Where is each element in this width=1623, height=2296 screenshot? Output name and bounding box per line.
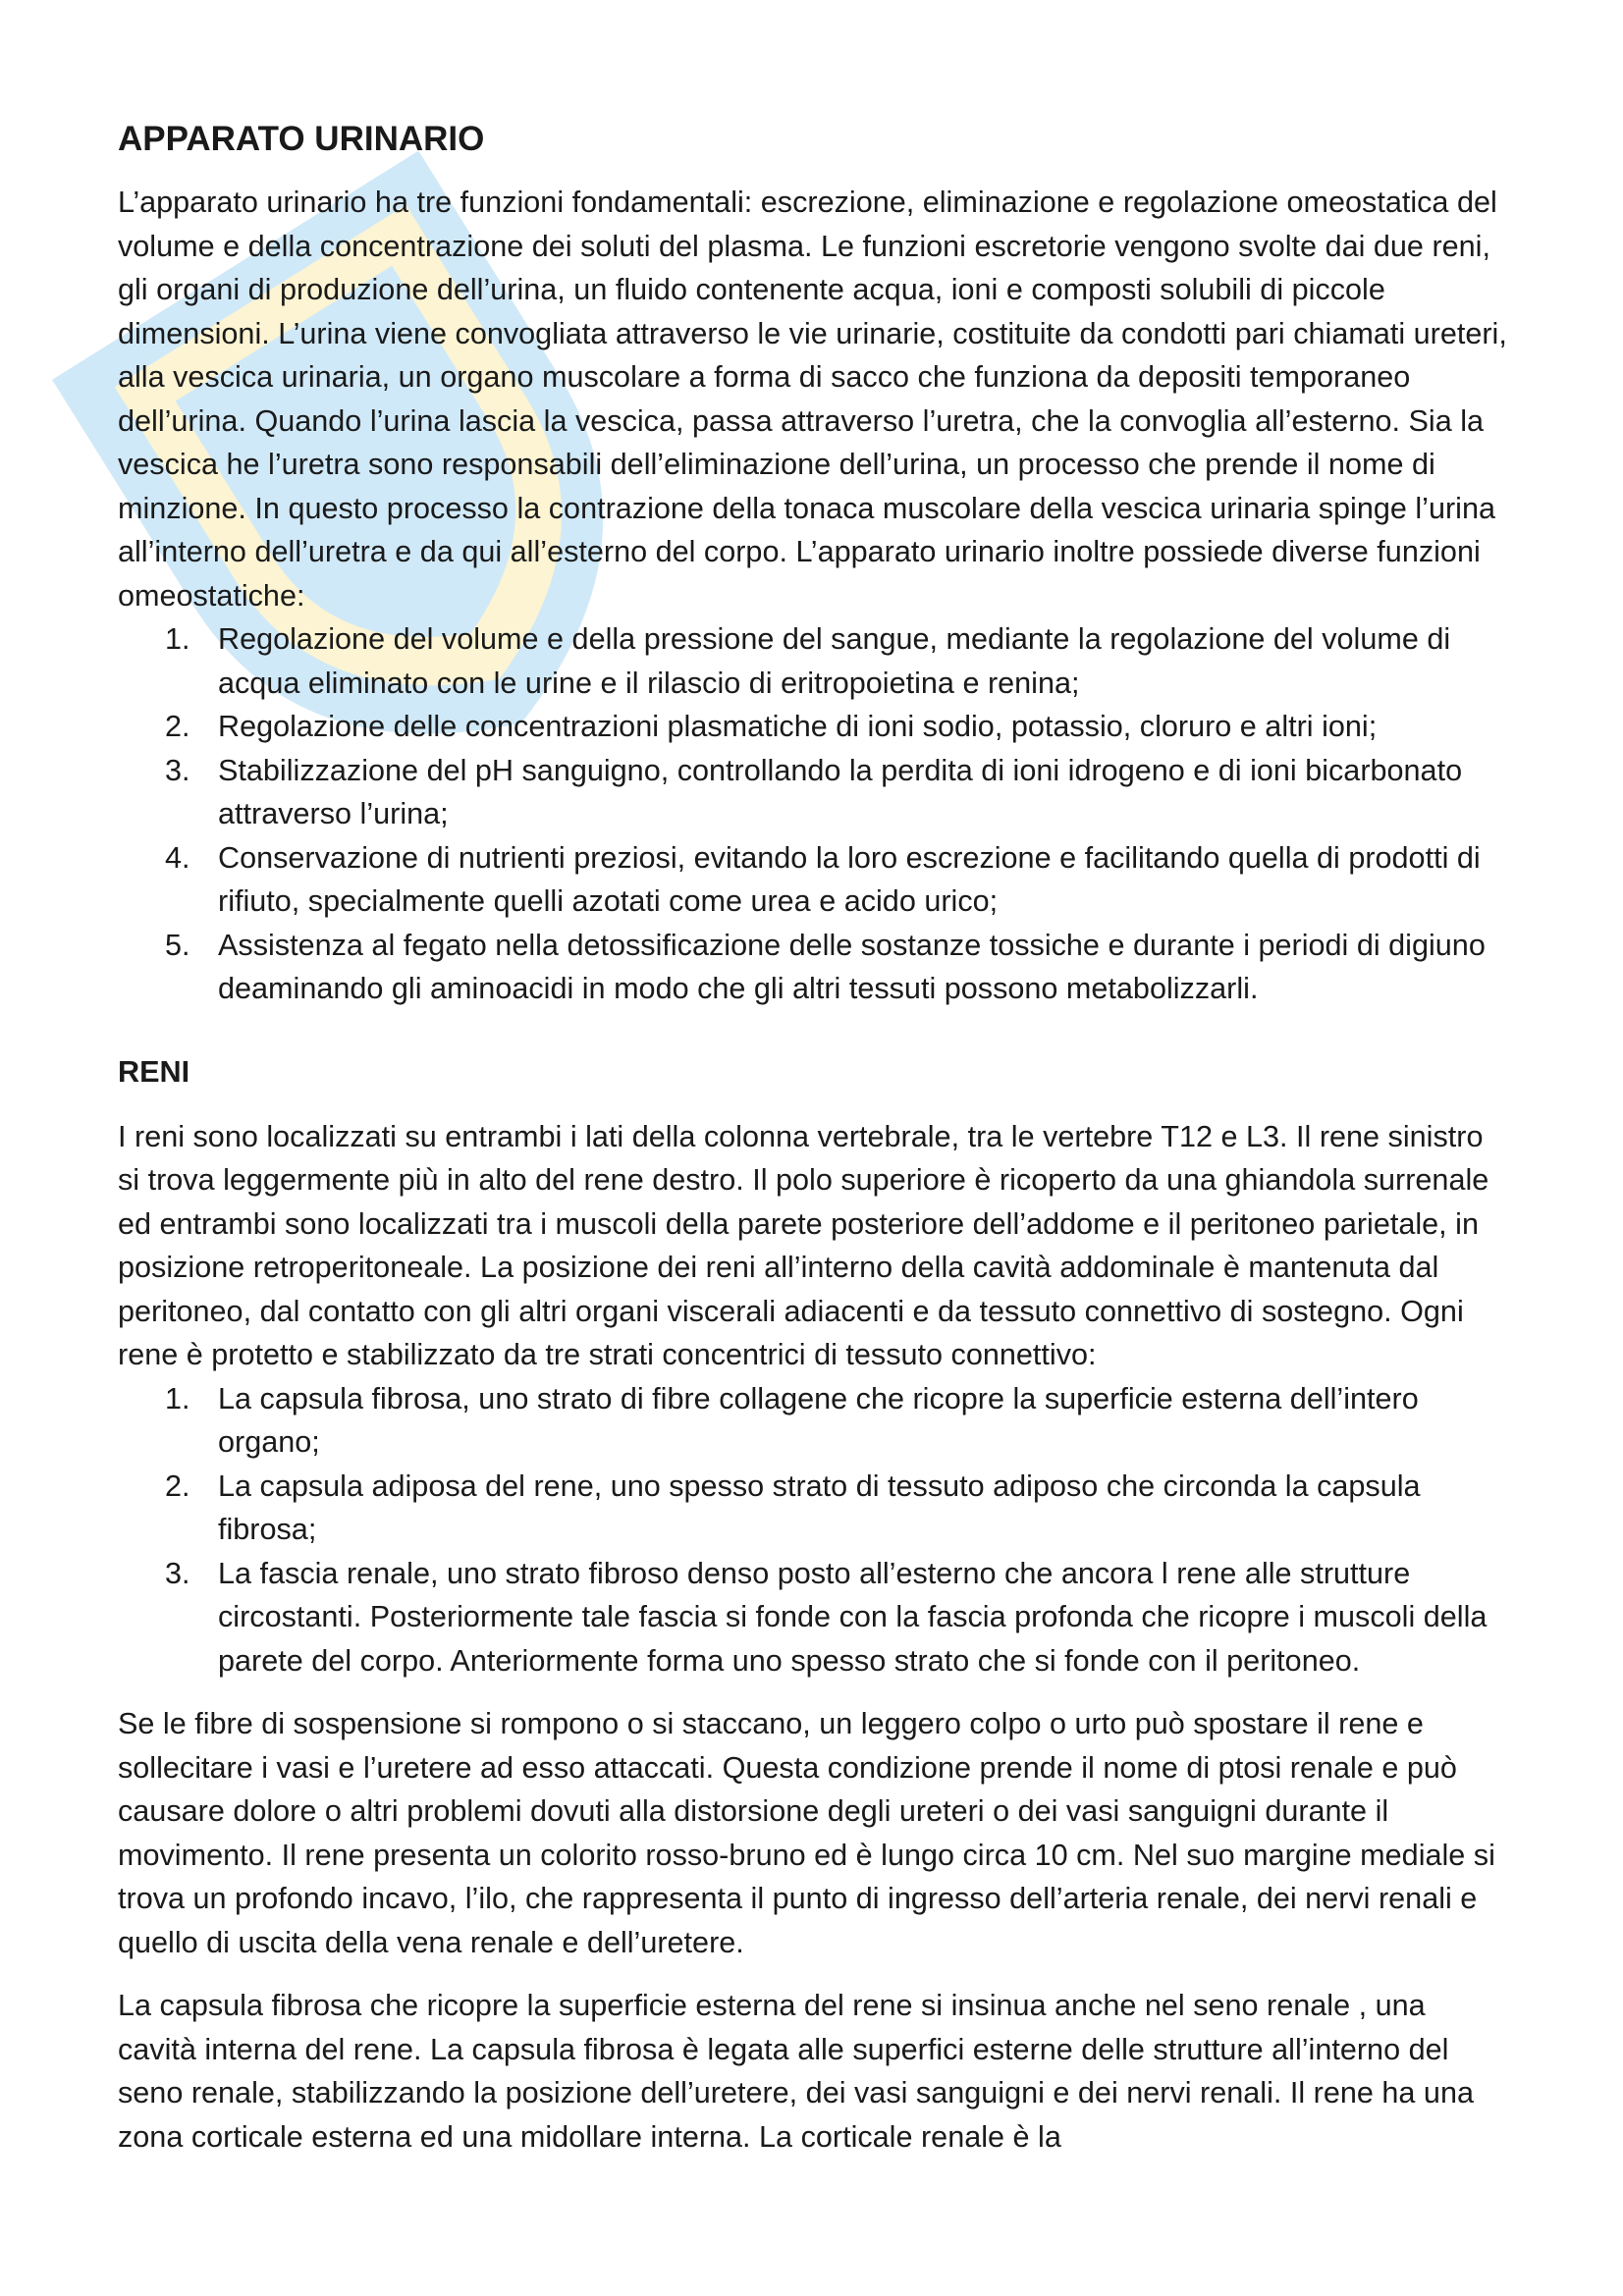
list-item	[118, 836, 1512, 924]
reni-intro-paragraph: I reni sono localizzati su entrambi i lati della colonna vertebrale, tra le vertebre T12 e L3. Il rene sinistro si trova leggermente più in alto del rene destro. Il polo superiore è ricoperto da una ghiandola surrenale ed entrambi sono localizzati tra i muscoli della parete posteriore dell’addome e il peritoneo parietale, in posizione retroperitoneale. La posizione dei reni all’interno della cavità addominale è mantenuta dal peritoneo, dal contatto con gli altri organi viscerali adiacenti e da tessuto connettivo di sostegno. Ogni rene è protetto e stabilizzato da tre strati concentrici di tessuto connettivo:	[118, 1119, 1489, 1371]
list-number: 1.	[165, 622, 190, 656]
list-text: Regolazione del volume e della pressione del sangue, mediante la regolazione del volume di acqua eliminato con le urine e il rilascio di eritropoietina e renina;	[218, 622, 1451, 700]
list-item	[118, 1552, 1512, 1683]
intro-paragraph: L’apparato urinario ha tre funzioni fondamentali: escrezione, eliminazione e regolazione omeostatica del volume e della concentrazione dei soluti del plasma. Le funzioni escretorie vengono svolte dai due reni, gli organi di produzione dell’urina, un fluido contenente acqua, ioni e composti solubili di piccole dimensioni. L’urina viene convogliata attraverso le vie urinarie, costituite da condotti pari chiamati ureteri, alla vescica urinaria, un organo muscolare a forma di sacco che funziona da depositi temporaneo dell’urina. Quando l’urina lascia la vescica, passa attraverso l’uretra, che la convoglia all’esterno. Sia la vescica he l’uretra sono responsabili dell’eliminazione dell’urina, un processo che prende il nome di minzione. In questo processo la contrazione della tonaca muscolare della vescica urinaria spinge l’urina all’interno dell’uretra e da qui all’esterno del corpo. L’apparato urinario inoltre possiede diverse funzioni omeostatiche:	[118, 186, 1507, 613]
list-text: La fascia renale, uno strato fibroso denso posto all’esterno che ancora l rene alle strutture circostanti. Posteriormente tale fascia si fonde con la fascia profonda che ricopre i muscoli della parete del corpo. Anteriormente forma uno spesso strato che si fonde con il peritoneo.	[218, 1556, 1488, 1678]
functions-list	[118, 617, 1512, 1011]
list-number: 3.	[165, 753, 190, 787]
section-heading-reni: RENI	[118, 1054, 190, 1089]
list-number: 2.	[165, 710, 190, 743]
page-title: APPARATO URINARIO	[118, 120, 485, 158]
list-item	[118, 617, 1512, 705]
capsula-paragraph: La capsula fibrosa che ricopre la superficie esterna del rene si insinua anche nel seno renale , una cavità interna del rene. La capsula fibrosa è legata alle superfici esterne delle strutture all’interno del seno renale, stabilizzando la posizione dell’uretere, dei vasi sanguigni e dei nervi renali. Il rene ha una zona corticale esterna ed una midollare interna. La corticale renale è la	[118, 1989, 1474, 2154]
list-item	[118, 924, 1512, 1011]
list-number: 2.	[165, 1468, 190, 1503]
list-number: 4.	[165, 840, 190, 875]
list-number: 1.	[165, 1381, 190, 1415]
ptosi-paragraph: Se le fibre di sospensione si rompono o si staccano, un leggero colpo o urto può spostare il rene e sollecitare i vasi e l’uretere ad esso attaccati. Questa condizione prende il nome di ptosi renale e può causare dolore o altri problemi dovuti alla distorsione degli ureteri o dei vasi sanguigni durante il movimento. Il rene presenta un colorito rosso-bruno ed è lungo circa 10 cm. Nel suo margine mediale si trova un profondo incavo, l’ilo, che rappresenta il punto di ingresso dell’arteria renale, dei nervi renali e quello di uscita della vena renale e dell’uretere.	[118, 1707, 1495, 1959]
list-item	[118, 1465, 1512, 1552]
layers-list	[118, 1377, 1512, 1683]
document-page	[118, 116, 1512, 2159]
list-text: Assistenza al fegato nella detossificazione delle sostanze tossiche e durante i periodi di digiuno deaminando gli aminoacidi in modo che gli altri tessuti possono metabolizzarli.	[218, 928, 1486, 1005]
list-text: La capsula adiposa del rene, uno spesso strato di tessuto adiposo che circonda la capsula fibrosa;	[218, 1468, 1421, 1546]
list-text: Stabilizzazione del pH sanguigno, controllando la perdita di ioni idrogeno e di ioni bicarbonato attraverso l’urina;	[218, 753, 1463, 830]
list-item	[118, 1377, 1512, 1465]
list-number: 5.	[165, 928, 190, 962]
list-item	[118, 749, 1512, 836]
list-text: Conservazione di nutrienti preziosi, evitando la loro escrezione e facilitando quella di prodotti di rifiuto, specialmente quelli azotati come urea e acido urico;	[218, 840, 1481, 918]
list-item	[118, 705, 1512, 749]
list-number: 3.	[165, 1556, 190, 1590]
list-text: Regolazione delle concentrazioni plasmatiche di ioni sodio, potassio, cloruro e altri ioni;	[218, 710, 1378, 743]
list-text: La capsula fibrosa, uno strato di fibre collagene che ricopre la superficie esterna dell’intero organo;	[218, 1381, 1419, 1459]
